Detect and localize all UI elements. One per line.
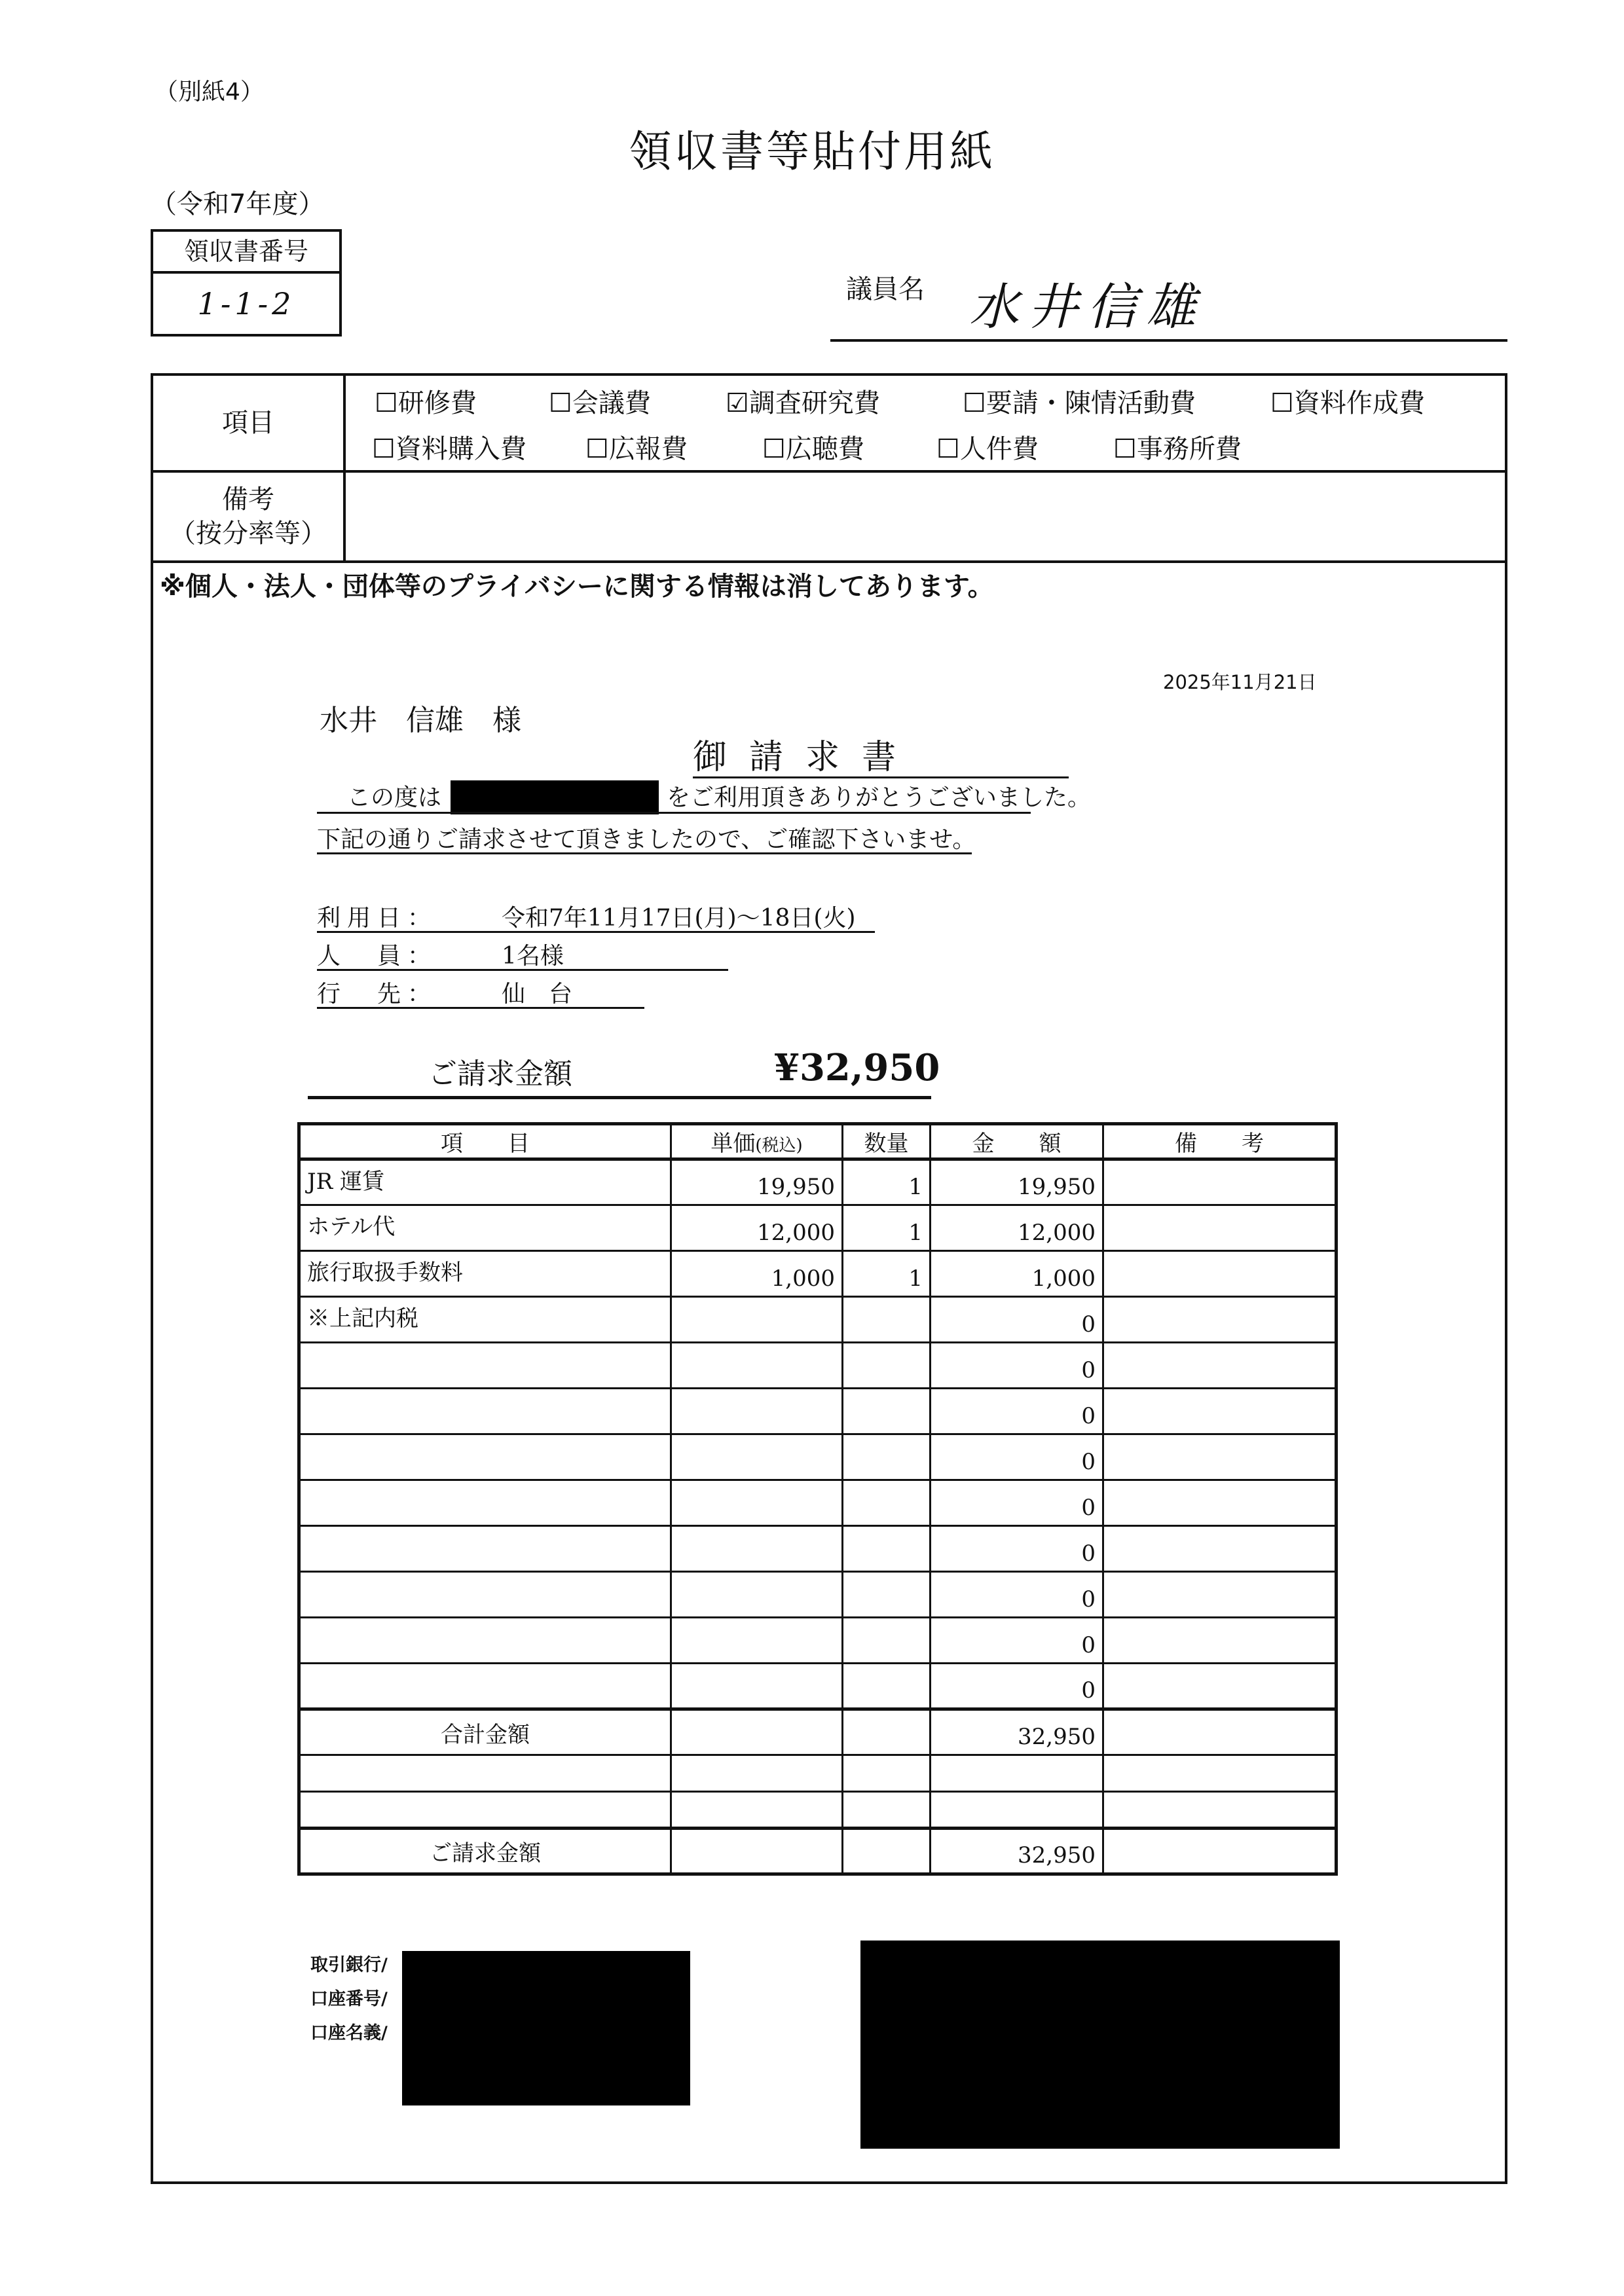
cell-remarks [1103,1343,1337,1389]
cell-amount: 0 [931,1664,1103,1709]
billing-label: ご請求金額 [299,1829,671,1874]
blank-row [299,1792,1337,1829]
redaction-block [860,1941,1340,2149]
table-row [299,1618,1337,1664]
persons-label: 人 員： [317,943,438,970]
remarks-row [153,473,1505,563]
table-row [299,1205,1337,1251]
usage-date-value: 令和7年11月17日(月)～18日(火) [502,905,856,932]
destination-value: 仙 台 [502,981,573,1008]
cell-amount: 0 [931,1434,1103,1480]
redaction-block [451,780,659,814]
receipt-number-box [151,229,342,337]
cell-unit-price: 12,000 [671,1205,843,1251]
table-header-row [299,1124,1337,1159]
cell-unit-price [671,1434,843,1480]
cell-remarks [1103,1297,1337,1343]
cell-amount: 12,000 [931,1205,1103,1251]
destination-label: 行 先： [317,981,438,1008]
cell-remarks [1103,1389,1337,1434]
col-header-item: 項 目 [299,1124,671,1159]
cell-item [299,1664,671,1709]
cell-qty: 1 [843,1205,931,1251]
item-label: 項目 [153,376,346,470]
category-jinken[interactable]: ☐人件費 [936,434,1039,464]
cell-unit-price [671,1480,843,1526]
underline [317,931,875,933]
underline [317,969,728,971]
fiscal-year: （令和7年度） [151,189,325,219]
receipt-number-label: 領収書番号 [153,232,339,274]
col-header-amount: 金 額 [931,1124,1103,1159]
account-holder-label: 口座名義/ [310,2023,388,2043]
category-jimusho[interactable]: ☐事務所費 [1113,434,1242,464]
invoice-title-underline [693,776,1069,778]
redaction-block [402,1951,690,2105]
cell-item [299,1343,671,1389]
cell-amount: 0 [931,1572,1103,1618]
attachment-label: （別紙4） [155,79,264,105]
underline [317,812,1031,814]
cell-amount: 0 [931,1480,1103,1526]
cell-qty [843,1389,931,1434]
checkbox-icon: ☐ [375,388,398,418]
receipt-number-value: 1-1-2 [197,286,295,321]
cell-remarks [1103,1159,1337,1205]
cell-unit-price [671,1664,843,1709]
table-row [299,1526,1337,1572]
table-row [299,1159,1337,1205]
cell-remarks [1103,1205,1337,1251]
billing-amount-underline [308,1096,931,1099]
cell-qty [843,1480,931,1526]
cell-item: ※上記内税 [299,1297,671,1343]
checkbox-icon: ☐ [936,434,960,464]
cell-qty: 1 [843,1251,931,1297]
cell-remarks [1103,1618,1337,1664]
table-row [299,1297,1337,1343]
member-label: 議員名 [846,274,925,304]
cell-unit-price: 1,000 [671,1251,843,1297]
category-kaigi[interactable]: ☐会議費 [549,388,651,418]
remarks-label: 備考 （按分率等） [153,473,346,560]
category-shiryo-konyu[interactable]: ☐資料購入費 [372,434,526,464]
cell-qty: 1 [843,1159,931,1205]
billing-amount-label: ご請求金額 [428,1057,572,1091]
cell-qty [843,1297,931,1343]
cell-remarks [1103,1572,1337,1618]
checkbox-icon: ☐ [762,434,786,464]
table-row [299,1389,1337,1434]
col-header-qty: 数量 [843,1124,931,1159]
cell-item [299,1480,671,1526]
bank-name-label: 取引銀行/ [310,1955,388,1975]
cell-remarks [1103,1251,1337,1297]
thanks-prefix: この度は [347,784,442,811]
cell-item [299,1526,671,1572]
cell-remarks [1103,1664,1337,1709]
category-koho[interactable]: ☐広報費 [585,434,688,464]
checkbox-icon: ☐ [963,388,986,418]
billing-amount-value: ¥32,950 [774,1046,940,1089]
blank-row [299,1755,1337,1792]
member-name-handwritten: 水井信雄 [969,278,1205,336]
checkbox-icon: ☐ [585,434,609,464]
cell-item [299,1389,671,1434]
table-row [299,1664,1337,1709]
checkbox-checked-icon: ☑ [726,388,749,418]
item-row [153,376,1505,473]
invoice-addressee: 水井 信雄 様 [320,704,521,737]
bank-labels [310,1948,388,2050]
persons-value: 1名様 [502,943,564,970]
cell-qty [843,1343,931,1389]
cell-unit-price [671,1618,843,1664]
account-number-label: 口座番号/ [310,1989,388,2009]
cell-item: 旅行取扱手数料 [299,1251,671,1297]
cell-amount: 0 [931,1389,1103,1434]
checkbox-icon: ☐ [549,388,572,418]
cell-item [299,1618,671,1664]
cell-qty [843,1434,931,1480]
cell-amount: 0 [931,1618,1103,1664]
cell-unit-price [671,1297,843,1343]
cell-qty [843,1572,931,1618]
total-row [299,1709,1337,1755]
privacy-note: ※個人・法人・団体等のプライバシーに関する情報は消してあります。 [160,572,994,602]
col-header-unit-price: 単価(税込) [671,1124,843,1159]
cell-item [299,1434,671,1480]
table-row [299,1434,1337,1480]
cell-unit-price [671,1572,843,1618]
cell-amount: 19,950 [931,1159,1103,1205]
cell-remarks [1103,1526,1337,1572]
cell-qty [843,1618,931,1664]
billing-row [299,1829,1337,1874]
category-kocho[interactable]: ☐広聴費 [762,434,864,464]
cell-item: ホテル代 [299,1205,671,1251]
category-chosa-kenkyu[interactable]: ☑調査研究費 [726,388,880,418]
cell-unit-price [671,1343,843,1389]
underline [317,1007,644,1009]
cell-item: JR 運賃 [299,1159,671,1205]
total-label: 合計金額 [299,1709,671,1755]
cell-unit-price [671,1526,843,1572]
table-row [299,1251,1337,1297]
cell-remarks [1103,1434,1337,1480]
form-frame [151,373,1507,2184]
cell-qty [843,1664,931,1709]
usage-date-label: 利用日： [317,905,438,932]
invoice-title: 御請求書 [693,738,919,777]
table-row [299,1480,1337,1526]
total-value: 32,950 [931,1709,1103,1755]
checkbox-icon: ☐ [1113,434,1137,464]
cell-amount: 1,000 [931,1251,1103,1297]
cell-qty [843,1526,931,1572]
cell-unit-price [671,1389,843,1434]
category-yosei-chinjo[interactable]: ☐要請・陳情活動費 [963,388,1196,418]
thanks-line2: 下記の通りご請求させて頂きましたので、ご確認下さいませ。 [317,826,976,853]
table-row [299,1572,1337,1618]
invoice-table [297,1122,1338,1876]
checkbox-icon: ☐ [372,434,396,464]
thanks-suffix: をご利用頂きありがとうございました。 [667,784,1092,811]
invoice-date: 2025年11月21日 [1163,671,1317,693]
cell-item [299,1572,671,1618]
cell-amount: 0 [931,1526,1103,1572]
cell-unit-price: 19,950 [671,1159,843,1205]
category-shiryo-sakusei[interactable]: ☐資料作成費 [1270,388,1425,418]
checkbox-icon: ☐ [1270,388,1294,418]
table-row [299,1343,1337,1389]
member-underline [830,339,1507,342]
cell-amount: 0 [931,1343,1103,1389]
billing-value: 32,950 [931,1829,1103,1874]
cell-remarks [1103,1480,1337,1526]
category-kenshu[interactable]: ☐研修費 [375,388,477,418]
underline [317,852,972,854]
cell-amount: 0 [931,1297,1103,1343]
col-header-remarks: 備 考 [1103,1124,1337,1159]
page-title: 領収書等貼付用紙 [629,126,995,177]
